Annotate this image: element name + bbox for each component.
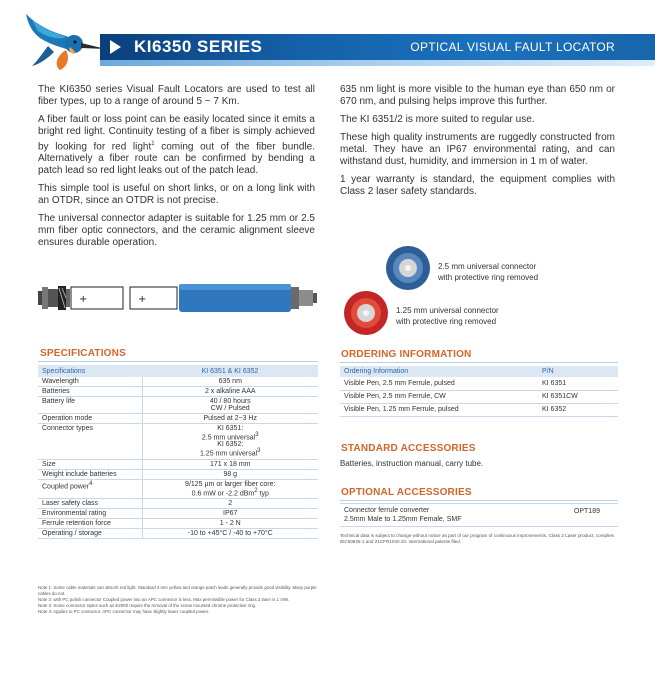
intro-paragraph: 635 nm light is more visible to the human eye than 650 nm or 670 nm, and pulsing helps improve this further. — [340, 84, 615, 107]
page-header — [0, 0, 655, 80]
technical-note: Technical data is subject to change without notice as part of our program of continuous improvements. Class 2 Laser product, complies IEC60825-1 and 21CFR1040.10. International patents filed. — [340, 533, 614, 544]
table-row: Batteries 2 x alkaline AAA — [38, 387, 318, 397]
table-header-row — [38, 365, 318, 377]
table-row: Coupled power$^4$ 9/125 µm or larger fiber core: 0.6 mW or -2.2 dBm$^2$ typ — [38, 479, 318, 498]
table-row: Operating / storage -10 to +45°C / -40 to +70°C — [38, 528, 318, 538]
intro-paragraph: The KI 6351/2 is more suited to regular use. — [340, 114, 535, 125]
standard-accessories-text: Batteries, instruction manual, carry tube. — [340, 459, 484, 468]
section-divider — [38, 361, 318, 362]
connector-2-5mm-caption: 2.5 mm universal connector with protective ring removed — [438, 262, 539, 282]
table-row: Wavelength 635 nm — [38, 377, 318, 387]
table-row: Battery life 40 / 80 hours CW / Pulsed — [38, 397, 318, 414]
table-row: Connector types KI 6351: 2.5 mm universal$^3$ KI 6352: 1.25 mm universal$^3$ — [38, 424, 318, 460]
intro-paragraph: This simple tool is useful on short links, or on a long link with an OTDR, since an OTDR is not precise. — [38, 183, 315, 207]
intro-right-column — [340, 84, 615, 204]
table-row: Ferrule retention force 1 - 2 N — [38, 518, 318, 528]
accessory-line: Connector ferrule converter — [344, 507, 430, 514]
svg-text:+: + — [138, 294, 147, 305]
table-header-cell: Specifications — [38, 365, 142, 377]
ordering-heading: ORDERING INFORMATION — [341, 349, 472, 360]
table-row: Laser safety class 2 — [38, 498, 318, 508]
optional-accessories-heading: OPTIONAL ACCESSORIES — [341, 487, 472, 498]
table-header-cell: KI 6351 & KI 6352 — [142, 365, 318, 377]
note: Note 3: Some connector styles such as E2000 require the removal of the screw mounted chrome protective ring. — [38, 603, 257, 608]
intro-paragraph: 1 year warranty is standard, the equipment complies with Class 2 laser safety standards. — [340, 174, 615, 197]
specification-notes — [38, 585, 318, 615]
intro-paragraph: A fiber fault or loss point can be easily located since it emits a bright red light. Continuity testing of a fiber is simply achieved by looking for red light$^1$ coming out of the fiber bundle. Alternatively a fiber route can be confirmed by bending a patch lead so red light leaks out of the patch lead. — [38, 114, 315, 177]
note: Note 4: Applies to PC connector. APC connector may have slightly lower coupled power. — [38, 609, 210, 614]
table-row: Weight include batteries 98 g — [38, 469, 318, 479]
intro-paragraph: The universal connector adapter is suitable for 1.25 mm or 2.5 mm fiber optic connectors, and the ceramic alignment sleeve ensures durable operation. — [38, 213, 315, 249]
intro-paragraph: These high quality instruments are ruggedly constructed from metal. They have an IP67 environmental rating, and can withstand dust, humidity, and immersion in 1 m of water. — [340, 132, 615, 167]
connector-1-25mm-caption: 1.25 mm universal connector with protective ring removed — [396, 306, 499, 326]
standard-accessories-heading: STANDARD ACCESSORIES — [341, 443, 476, 454]
specifications-heading: SPECIFICATIONS — [40, 348, 126, 359]
section-divider — [340, 500, 618, 501]
section-divider — [340, 362, 618, 363]
accessory-code: OPT189 — [573, 508, 600, 515]
banner-stripe — [100, 60, 655, 66]
table-row: Environmental rating IP67 — [38, 508, 318, 518]
connector-1-25mm-icon — [338, 290, 394, 336]
table-header-row — [340, 366, 618, 377]
note: Note 2: with PC polish connector Coupled power into an APC connector is less. Max permissible power for Class 2 laser is 1 mW. — [38, 597, 290, 602]
fault-locator-illustration — [38, 282, 318, 314]
specifications-table — [38, 365, 318, 539]
product-subtitle: OPTICAL VISUAL FAULT LOCATOR — [410, 40, 615, 54]
product-title: KI6350 SERIES — [134, 37, 263, 56]
table-row: Operation mode Pulsed at 2~3 Hz — [38, 414, 318, 424]
banner-chevron-icon — [110, 40, 121, 54]
accessory-line: 2.5mm Male to 1.25mm Female, SMF — [344, 516, 462, 523]
intro-paragraph: The KI6350 series Visual Fault Locators are used to test all fiber types, up to a range of around 5 ~ 7 Km. — [38, 84, 315, 107]
ordering-table — [340, 366, 618, 417]
table-row: Visible Pen, 2.5 mm Ferrule, CW KI 6351CW — [340, 390, 618, 403]
table-row: Visible Pen, 1.25 mm Ferrule, pulsed KI 6352 — [340, 403, 618, 416]
intro-left-column — [38, 84, 315, 255]
svg-text:+: + — [79, 294, 88, 305]
optional-accessory-row — [340, 503, 618, 527]
table-header-cell: P/N — [538, 366, 618, 377]
table-row: Size 171 x 18 mm — [38, 459, 318, 469]
connector-2-5mm-icon — [380, 245, 436, 291]
note: Note 1: Some cable materials can absorb red light. Standard 3 mm yellow and orange patch leads generally provide good visibility. Many purple cables do not. — [38, 585, 317, 596]
table-row: Visible Pen, 2.5 mm Ferrule, pulsed KI 6351 — [340, 377, 618, 390]
table-header-cell: Ordering Information — [340, 366, 538, 377]
